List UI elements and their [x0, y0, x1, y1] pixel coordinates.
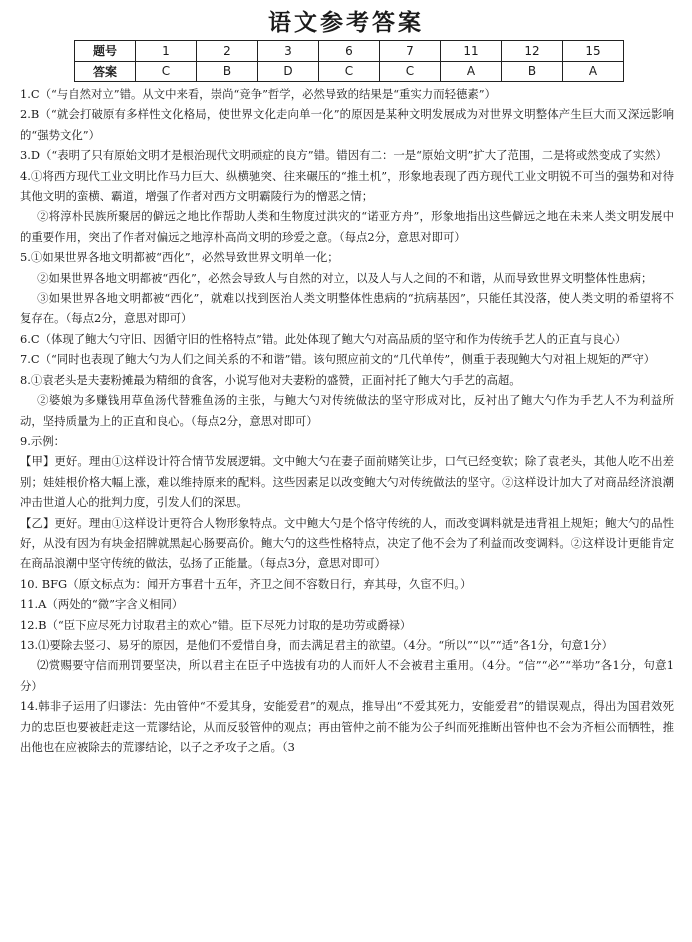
answer-q6: 6.C（体现了鲍大勺守旧、因循守旧的性格特点”错。此处体现了鲍大勺对高品质的坚守和作为传统手艺人的正直与良心） [20, 331, 627, 346]
answer-q9-option-b: 【乙】更好。理由①这样设计更符合人物形象特点。文中鲍大勺是个恪守传统的人，而改变调料就是违背祖上规矩；鲍大勺的品性好，从没有因为有块金招牌就黑起心肠要高价。鲍大勺的这些性格特点，决定了他不会为了利益而改变调料。②这样设计更能肯定在商品浪潮中坚守传统的做法，弘扬了正能量。（每点3分，意思对即可） [20, 515, 674, 571]
answer-q8-point1: 8.①袁老头是夫妻粉摊最为精细的食客，小说写他对夫妻粉的盛赞，正面衬托了鲍大勺手艺的高超。 [20, 372, 521, 387]
answer-cell: C [136, 61, 197, 82]
row-label-number: 题号 [75, 41, 136, 62]
answer-q4-point2: ②将淳朴民族所聚居的僻远之地比作帮助人类和生物度过洪灾的“诺亚方舟”，形象地指出这些僻远之地在未来人类文明发展中的重要作用，突出了作者对偏远之地淳朴高尚文明的珍爱之意。（每点2分，意思对即可） [20, 209, 674, 244]
question-number: 15 [563, 41, 624, 62]
answer-q8-point2: ②婆娘为多赚钱用草鱼汤代替雅鱼汤的主张，与鲍大勺对传统做法的坚守形成对比，反衬出了鲍大勺作为手艺人不为利益所动，坚持质量为上的正直和良心。（每点2分，意思对即可） [20, 393, 674, 428]
answer-q13-part2: ⑵赏赐要守信而刑罚要坚决，所以君主在臣子中选拔有功的人而奸人不会被君主重用。（4分。“信”“必”“举功”各1分，句意1分） [20, 658, 674, 693]
answer-q10: 10. BFG（原文标点为：闻开方事君十五年，齐卫之间不容数日行，弃其母，久宦不归。） [20, 576, 472, 591]
answer-explanations [20, 84, 674, 757]
answer-q3: 3.D（“表明了只有原始文明才是根治现代文明顽症的良方”错。错因有二：一是“原始文明”扩大了范围，二是将或然变成了实然） [20, 148, 667, 163]
question-number: 1 [136, 41, 197, 62]
answer-cell: B [502, 61, 563, 82]
answer-cell: A [563, 61, 624, 82]
question-number: 11 [441, 41, 502, 62]
answer-q9-option-a: 【甲】更好。理由①这样设计符合情节发展逻辑。文中鲍大勺在妻子面前赌笑让步，口气已经变软；除了袁老头，其他人吃不出差别；娃娃根价格大幅上涨，难以维持原来的配料。这些因素足以改变鲍大勺对传统做法的坚守。②这样设计加大了对商品经济浪潮冲击世道人心的批判力度，引发人们的深思。 [20, 454, 674, 510]
answer-cell: B [197, 61, 258, 82]
answer-q5-point1: 5.①如果世界各地文明都被“西化”，必然导致世界文明单一化； [20, 250, 339, 265]
question-number: 2 [197, 41, 258, 62]
answer-table-number-row [75, 41, 624, 62]
question-number: 7 [380, 41, 441, 62]
answer-q5-point3: ③如果世界各地文明都被“西化”，就难以找到医治人类文明整体性患病的“抗病基因”，只能任其没落，使人类文明的希望将不复存在。（每点2分，意思对即可） [20, 291, 674, 326]
answer-q12: 12.B（“臣下应尽死力讨取君主的欢心”错。臣下尽死力讨取的是功劳或爵禄） [20, 617, 412, 632]
answer-q7: 7.C（“同时也表现了鲍大勺为人们之间关系的不和谐”错。该句照应前文的“几代单传”，侧重于表现鲍大勺对祖上规矩的严守） [20, 352, 656, 367]
answer-table [74, 40, 624, 82]
question-number: 3 [258, 41, 319, 62]
answer-q14: 14.韩非子运用了归谬法：先由管仲“不爱其身，安能爱君”的观点，推导出“不爱其死力，安能爱君”的错误观点，得出为国君效死力的忠臣也要被赶走这一荒谬结论，从而反驳管仲的观点；再由管仲之前不能为公子纠而死推断出管仲也不会为齐桓公而牺牲，推出他也在应被除去的荒谬结论，以子之矛攻子之盾。（3 [20, 699, 674, 754]
answer-q4-point1: 4.①将西方现代工业文明比作马力巨大、纵横驰突、往来碾压的“推土机”，形象地表现了西方现代工业文明锐不可当的强势和对待其他文明的蛮横、霸道，增强了作者对西方文明霸陵行为的憎恶之情； [20, 168, 674, 204]
answer-q11: 11.A（两处的“微”字含义相同） [20, 597, 184, 612]
answer-q2: 2.B（“就会打破原有多样性文化格局，使世界文化走向单一化”的原因是某种文明发展成为对世界文明整体产生巨大而又深远影响的“强势文化”） [20, 107, 674, 142]
question-number: 6 [319, 41, 380, 62]
answer-cell: D [258, 61, 319, 82]
page-title: 语文参考答案 [268, 10, 424, 36]
answer-table-answer-row [75, 61, 624, 82]
answer-q9-heading: 9.示例： [20, 433, 66, 448]
row-label-answer: 答案 [75, 61, 136, 82]
answer-q13-part1: 13.⑴要除去竖刁、易牙的原因，是他们不爱惜自身，而去满足君主的欲望。（4分。“所以”“以”“适”各1分，句意1分） [20, 637, 614, 652]
question-number: 12 [502, 41, 563, 62]
answer-cell: C [380, 61, 441, 82]
answer-q1: 1.C（“与自然对立”错。从文中来看，崇尚“竞争”哲学，必然导致的结果是“重实力而轻德素”） [20, 87, 496, 101]
answer-q5-point2: ②如果世界各地文明都被“西化”，必然会导致人与自然的对立，以及人与人之间的不和谐，从而导致世界文明整体性患病； [37, 270, 653, 285]
answer-cell: A [441, 61, 502, 82]
answer-cell: C [319, 61, 380, 82]
